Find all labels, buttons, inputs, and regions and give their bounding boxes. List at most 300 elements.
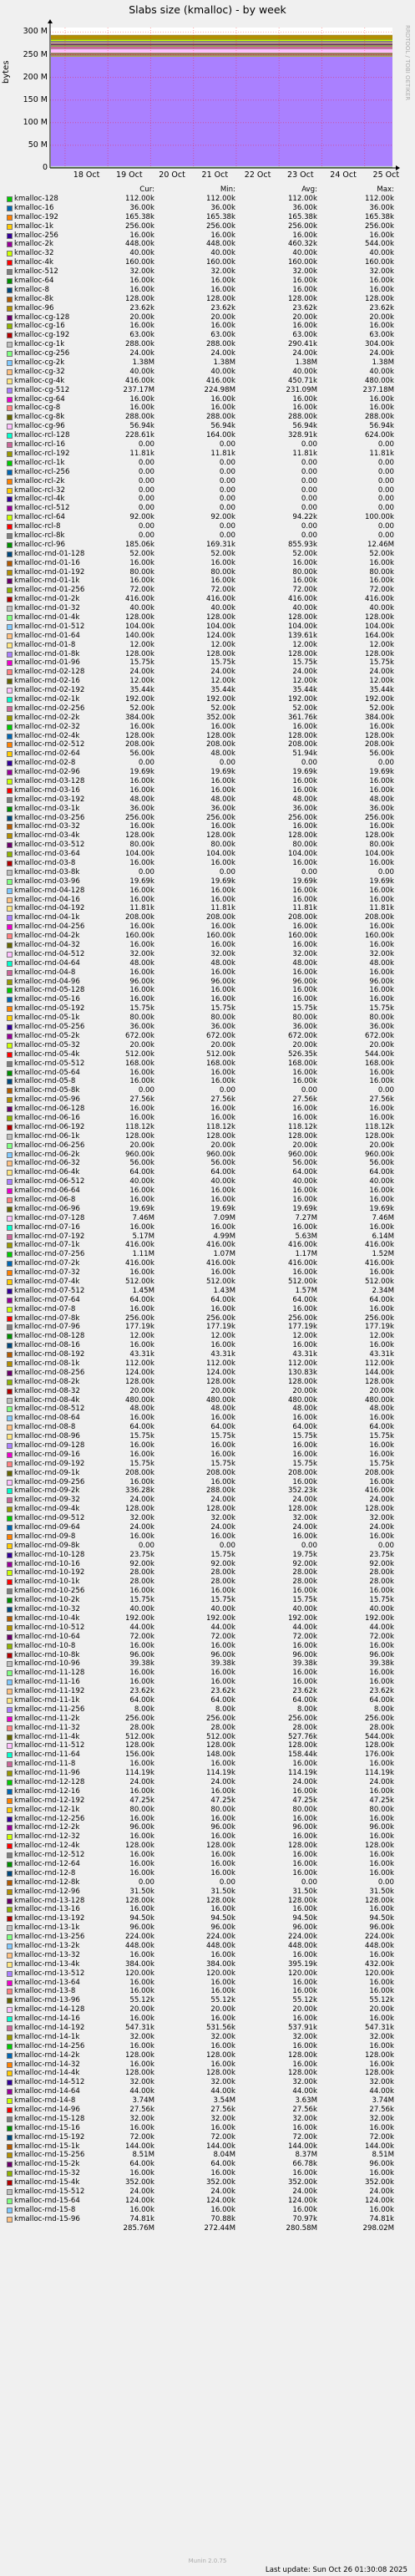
legend-series-name: kmalloc-rnd-13-16 bbox=[14, 1905, 80, 1914]
legend-avg-value: 16.00k bbox=[292, 322, 317, 331]
legend-avg-value: 16.00k bbox=[292, 1832, 317, 1842]
legend-max-value: 192.00k bbox=[364, 694, 394, 704]
legend-min-value: 16.00k bbox=[210, 1304, 235, 1313]
legend-row bbox=[0, 1287, 415, 1296]
legend-row bbox=[0, 2060, 415, 2070]
legend-min-value: 15.75k bbox=[210, 1550, 235, 1559]
x-tick-label: 18 Oct bbox=[73, 170, 100, 180]
y-tick-label: 200 M bbox=[23, 72, 48, 82]
legend-swatch bbox=[7, 333, 13, 338]
legend-max-value: 16.00k bbox=[369, 941, 394, 950]
legend-series-name: kmalloc-rnd-07-8k bbox=[14, 1313, 80, 1323]
legend-series-name: kmalloc-rnd-15-2k bbox=[14, 2160, 80, 2169]
legend-max-value: 92.00k bbox=[369, 1559, 394, 1568]
legend-min-value: 64.00k bbox=[210, 1695, 235, 1705]
legend-cur-value: 19.69k bbox=[129, 768, 154, 777]
legend-series-name: kmalloc-rnd-08-512 bbox=[14, 1405, 85, 1414]
legend-max-value: 32.00k bbox=[369, 2114, 394, 2123]
legend-cur-value: 23.75k bbox=[129, 1550, 154, 1559]
legend-swatch bbox=[7, 2208, 13, 2213]
legend-avg-value: 35.44k bbox=[292, 686, 317, 695]
legend-swatch bbox=[7, 1406, 13, 1412]
legend-cur-value: 0.00 bbox=[138, 495, 154, 504]
legend-series-name: kmalloc-rnd-12-4k bbox=[14, 1842, 80, 1851]
legend-total-row bbox=[0, 2224, 415, 2233]
legend-max-value: 208.00k bbox=[364, 913, 394, 922]
legend-max-value: 24.00k bbox=[369, 668, 394, 677]
legend-swatch bbox=[7, 751, 13, 757]
legend-swatch bbox=[7, 1242, 13, 1248]
legend-min-value: 128.00k bbox=[205, 1896, 235, 1905]
legend-min-value: 16.00k bbox=[210, 1859, 235, 1868]
legend-min-value: 64.00k bbox=[210, 1295, 235, 1304]
legend-avg-value: 527.76k bbox=[287, 1732, 317, 1741]
legend-series-name: kmalloc-192 bbox=[14, 212, 58, 221]
legend-series-name: kmalloc-rnd-15-96 bbox=[14, 2214, 80, 2223]
legend-max-value: 352.00k bbox=[364, 2178, 394, 2187]
legend-series-name: kmalloc-cg-32 bbox=[14, 367, 65, 376]
legend-max-value: 16.00k bbox=[369, 404, 394, 413]
legend-row bbox=[0, 913, 415, 922]
legend-min-value: 288.00k bbox=[205, 1486, 235, 1496]
legend-cur-value: 16.00k bbox=[129, 785, 154, 795]
legend-cur-value: 40.00k bbox=[129, 604, 154, 613]
legend-series-name: kmalloc-rnd-03-16 bbox=[14, 785, 80, 795]
legend-avg-value: 16.00k bbox=[292, 1077, 317, 1086]
legend-max-value: 16.00k bbox=[369, 968, 394, 977]
legend-swatch bbox=[7, 815, 13, 821]
legend-avg-value: 395.19k bbox=[287, 1959, 317, 1969]
legend-row bbox=[0, 1141, 415, 1151]
legend-min-value: 16.00k bbox=[210, 1868, 235, 1877]
legend-max-value: 256.00k bbox=[364, 813, 394, 822]
legend-max-value: 16.00k bbox=[369, 1450, 394, 1459]
legend-max-value: 40.00k bbox=[369, 249, 394, 258]
legend-cur-value: 27.56k bbox=[129, 2106, 154, 2115]
legend-swatch bbox=[7, 1907, 13, 1913]
legend-avg-value: 128.00k bbox=[287, 1842, 317, 1851]
munin-version: Munin 2.0.75 bbox=[188, 2558, 227, 2564]
legend-min-value: 56.94k bbox=[210, 422, 235, 431]
legend-cur-value: 20.00k bbox=[129, 1386, 154, 1395]
legend-cur-value: 16.00k bbox=[129, 1832, 154, 1842]
legend-min-value: 384.00k bbox=[205, 1959, 235, 1969]
legend-cur-value: 24.00k bbox=[129, 1496, 154, 1505]
legend-avg-value: 20.00k bbox=[292, 1141, 317, 1150]
legend-swatch bbox=[7, 1898, 13, 1904]
legend-avg-value: 256.00k bbox=[287, 1313, 317, 1323]
legend-swatch bbox=[7, 1862, 13, 1867]
legend-row bbox=[0, 732, 415, 741]
legend-avg-value: 72.00k bbox=[292, 586, 317, 595]
legend-swatch bbox=[7, 1152, 13, 1158]
legend-max-value: 416.00k bbox=[364, 1259, 394, 1268]
legend-max-value: 23.62k bbox=[369, 1687, 394, 1696]
legend-avg-value: 460.32k bbox=[287, 240, 317, 249]
legend-series-name: kmalloc-rnd-11-8 bbox=[14, 1760, 76, 1769]
legend-avg-value: 139.61k bbox=[287, 631, 317, 640]
legend-avg-value: 15.75k bbox=[292, 1596, 317, 1605]
legend-row bbox=[0, 604, 415, 613]
legend-swatch bbox=[7, 1307, 13, 1313]
legend-max-value: 16.00k bbox=[369, 277, 394, 286]
legend-row bbox=[0, 723, 415, 732]
legend-avg-value: 208.00k bbox=[287, 1468, 317, 1477]
legend-max-value: 31.50k bbox=[369, 1887, 394, 1896]
legend-avg-value: 16.00k bbox=[292, 1477, 317, 1486]
legend-row bbox=[0, 1296, 415, 1305]
legend-avg-value: 128.00k bbox=[287, 2050, 317, 2060]
legend-swatch bbox=[7, 1562, 13, 1567]
legend-swatch bbox=[7, 442, 13, 448]
legend-series-name: kmalloc-rnd-12-32 bbox=[14, 1832, 80, 1842]
legend-min-value: 128.00k bbox=[205, 2069, 235, 2078]
legend-series-name: kmalloc-rnd-01-256 bbox=[14, 586, 85, 595]
legend-avg-value: 16.00k bbox=[292, 1669, 317, 1678]
legend-min-value: 128.00k bbox=[205, 294, 235, 303]
legend-avg-value: 1.57M bbox=[295, 1286, 317, 1295]
legend-series-name: kmalloc-rnd-06-1k bbox=[14, 1131, 80, 1141]
legend-cur-value: 16.00k bbox=[129, 1068, 154, 1077]
legend-row bbox=[0, 1177, 415, 1186]
legend-swatch bbox=[7, 1543, 13, 1549]
legend-cur-value: 12.00k bbox=[129, 677, 154, 686]
legend-max-value: 672.00k bbox=[364, 1031, 394, 1040]
legend-cur-value: 64.00k bbox=[129, 1168, 154, 1177]
legend-series-name: kmalloc-rnd-13-96 bbox=[14, 1996, 80, 2005]
legend-cur-value: 16.00k bbox=[129, 822, 154, 831]
legend-max-value: 16.00k bbox=[369, 995, 394, 1004]
legend-min-value: 15.75k bbox=[210, 1432, 235, 1441]
legend-swatch bbox=[7, 1488, 13, 1494]
legend-min-value: 16.00k bbox=[210, 1587, 235, 1596]
legend-cur-value: 20.00k bbox=[129, 1141, 154, 1150]
legend-series-name: kmalloc-rnd-02-512 bbox=[14, 740, 85, 749]
legend-series-name: kmalloc-96 bbox=[14, 303, 54, 312]
legend-min-value: 16.00k bbox=[210, 285, 235, 294]
legend-cur-value: 23.62k bbox=[129, 303, 154, 312]
legend-swatch bbox=[7, 1024, 13, 1030]
legend-series-name: kmalloc-64 bbox=[14, 277, 54, 286]
legend-min-value: 16.00k bbox=[210, 1186, 235, 1196]
legend-cur-value: 44.00k bbox=[129, 2087, 154, 2096]
legend-series-name: kmalloc-rnd-14-8 bbox=[14, 2096, 76, 2106]
legend-series-name: kmalloc-rnd-06-96 bbox=[14, 1204, 80, 1213]
legend-min-value: 16.00k bbox=[210, 2123, 235, 2132]
legend-series-name: kmalloc-rnd-07-32 bbox=[14, 1268, 80, 1278]
legend-cur-value: 128.00k bbox=[124, 1896, 154, 1905]
legend-min-value: 0.00 bbox=[219, 759, 235, 768]
legend-max-value: 36.00k bbox=[369, 203, 394, 212]
legend-swatch bbox=[7, 1525, 13, 1531]
legend-min-value: 52.00k bbox=[210, 704, 235, 713]
legend-row bbox=[0, 632, 415, 641]
legend-series-name: kmalloc-rnd-09-4k bbox=[14, 1505, 80, 1514]
legend-swatch bbox=[7, 1516, 13, 1522]
legend-avg-value: 16.00k bbox=[292, 2015, 317, 2024]
legend-row bbox=[0, 1605, 415, 1614]
legend-row bbox=[0, 968, 415, 978]
legend-cur-value: 128.00k bbox=[124, 2050, 154, 2060]
legend-avg-value: 64.00k bbox=[292, 1168, 317, 1177]
legend-row bbox=[0, 1869, 415, 1878]
legend-max-value: 144.00k bbox=[364, 1368, 394, 1377]
legend-max-value: 16.00k bbox=[369, 886, 394, 895]
legend-cur-value: 64.00k bbox=[129, 2160, 154, 2169]
legend-max-value: 74.81k bbox=[369, 2214, 394, 2223]
legend-cur-value: 114.19k bbox=[124, 1769, 154, 1778]
legend-row bbox=[0, 2206, 415, 2215]
legend-series-name: kmalloc-rnd-11-96 bbox=[14, 1769, 80, 1778]
legend-row bbox=[0, 805, 415, 814]
legend-avg-value: 20.00k bbox=[292, 2005, 317, 2015]
legend-cur-value: 0.00 bbox=[138, 522, 154, 531]
legend-max-value: 16.00k bbox=[369, 1814, 394, 1823]
legend-cur-value: 1.38M bbox=[132, 358, 154, 368]
legend-max-value: 168.00k bbox=[364, 1059, 394, 1068]
x-tick-label: 20 Oct bbox=[159, 170, 185, 180]
legend-cur-value: 3.74M bbox=[132, 2096, 154, 2106]
legend-swatch bbox=[7, 315, 13, 321]
legend-row bbox=[0, 841, 415, 850]
legend-row bbox=[0, 1933, 415, 1942]
legend-max-value: 12.00k bbox=[369, 1332, 394, 1341]
legend-max-value: 208.00k bbox=[364, 740, 394, 749]
legend-max-value: 544.00k bbox=[364, 240, 394, 249]
legend-series-name: kmalloc-rnd-14-2k bbox=[14, 2050, 80, 2060]
legend-min-value: 16.00k bbox=[210, 995, 235, 1004]
legend-row bbox=[0, 1733, 415, 1742]
legend-avg-value: 112.00k bbox=[287, 195, 317, 203]
legend-cur-value: 96.00k bbox=[129, 977, 154, 986]
legend-avg-value: 0.00 bbox=[301, 531, 317, 540]
legend-row bbox=[0, 2042, 415, 2051]
legend-series-name: kmalloc-rnd-08-8 bbox=[14, 1423, 76, 1432]
legend-series-name: kmalloc-rnd-03-4k bbox=[14, 831, 80, 841]
legend-series-name: kmalloc-rcl-2k bbox=[14, 476, 65, 485]
legend-swatch bbox=[7, 2171, 13, 2177]
legend-avg-value: 16.00k bbox=[292, 995, 317, 1004]
legend-swatch bbox=[7, 1298, 13, 1303]
legend-max-value: 120.00k bbox=[364, 1969, 394, 1978]
legend-swatch bbox=[7, 597, 13, 602]
legend-swatch bbox=[7, 241, 13, 247]
legend-min-value: 80.00k bbox=[210, 1014, 235, 1023]
legend-max-value: 96.00k bbox=[369, 1923, 394, 1933]
legend-min-value: 27.56k bbox=[210, 1095, 235, 1105]
legend-min-value: 52.00k bbox=[210, 549, 235, 558]
legend-min-value: 72.00k bbox=[210, 1632, 235, 1641]
legend-row bbox=[0, 1132, 415, 1141]
legend-series-name: kmalloc-rnd-14-32 bbox=[14, 2060, 80, 2069]
legend-max-value: 16.00k bbox=[369, 1678, 394, 1687]
legend-min-value: 16.00k bbox=[210, 777, 235, 785]
legend-avg-value: 24.00k bbox=[292, 1496, 317, 1505]
legend-cur-value: 16.00k bbox=[129, 1950, 154, 1959]
legend-cur-value: 44.00k bbox=[129, 1623, 154, 1632]
legend-swatch bbox=[7, 470, 13, 475]
legend-swatch bbox=[7, 906, 13, 912]
legend-min-value: 80.00k bbox=[210, 841, 235, 850]
legend-avg-value: 128.00k bbox=[287, 612, 317, 622]
legend-cur-value: 16.00k bbox=[129, 1978, 154, 1987]
legend-cur-value: 8.00k bbox=[134, 1705, 154, 1714]
legend-row bbox=[0, 1268, 415, 1278]
legend-row bbox=[0, 1923, 415, 1933]
legend-min-value: 16.00k bbox=[210, 1851, 235, 1860]
legend-min-value: 0.00 bbox=[219, 440, 235, 450]
legend-min-value: 16.00k bbox=[210, 1950, 235, 1959]
legend-row bbox=[0, 541, 415, 550]
legend-min-value: 128.00k bbox=[205, 1741, 235, 1750]
legend-avg-value: 16.00k bbox=[292, 1341, 317, 1350]
legend-series-name: kmalloc-rnd-02-96 bbox=[14, 768, 80, 777]
legend-min-value: 168.00k bbox=[205, 1059, 235, 1068]
legend-series-name: kmalloc-rnd-07-16 bbox=[14, 1222, 80, 1232]
legend-min-value: 16.00k bbox=[210, 1222, 235, 1232]
legend-series-name: kmalloc-rnd-03-96 bbox=[14, 876, 80, 886]
legend-row bbox=[0, 1332, 415, 1341]
legend-swatch bbox=[7, 2062, 13, 2068]
legend-avg-value: 128.00k bbox=[287, 1377, 317, 1386]
legend-avg-value: 3.63M bbox=[295, 2096, 317, 2106]
last-update: Last update: Sun Oct 26 01:30:08 2025 bbox=[265, 2566, 407, 2574]
legend-series-name: kmalloc-rnd-01-512 bbox=[14, 622, 85, 631]
legend-series-name: kmalloc-rnd-09-128 bbox=[14, 1441, 85, 1451]
legend-avg-value: 16.00k bbox=[292, 231, 317, 240]
legend-series-name: kmalloc-cg-64 bbox=[14, 394, 65, 404]
legend-row bbox=[0, 2078, 415, 2087]
legend-cur-value: 96.00k bbox=[129, 1923, 154, 1933]
legend-avg-value: 112.00k bbox=[287, 1359, 317, 1368]
total-min: 272.44M bbox=[204, 2223, 235, 2233]
legend-row bbox=[0, 222, 415, 231]
legend-max-value: 40.00k bbox=[369, 1605, 394, 1614]
legend-series-name: kmalloc-rnd-15-128 bbox=[14, 2114, 85, 2123]
legend-row bbox=[0, 1241, 415, 1250]
legend-max-value: 16.00k bbox=[369, 2205, 394, 2214]
legend-series-name: kmalloc-rnd-11-16 bbox=[14, 1678, 80, 1687]
legend-min-value: 32.00k bbox=[210, 2078, 235, 2087]
y-tick-label: 50 M bbox=[28, 140, 48, 150]
legend-max-value: 144.00k bbox=[364, 2142, 394, 2151]
legend-max-value: 416.00k bbox=[364, 1486, 394, 1496]
legend-series-name: kmalloc-rnd-08-256 bbox=[14, 1368, 85, 1377]
legend-row bbox=[0, 2087, 415, 2096]
legend-series-name: kmalloc-rnd-08-96 bbox=[14, 1432, 80, 1441]
legend-row bbox=[0, 641, 415, 650]
legend-avg-value: 40.00k bbox=[292, 367, 317, 376]
chart-title: Slabs size (kmalloc) - by week bbox=[129, 3, 286, 16]
legend-min-value: 47.25k bbox=[210, 1796, 235, 1805]
legend-cur-value: 16.00k bbox=[129, 1304, 154, 1313]
legend-cur-value: 80.00k bbox=[129, 841, 154, 850]
legend-min-value: 1.43M bbox=[213, 1286, 235, 1295]
legend-swatch bbox=[7, 424, 13, 429]
legend-max-value: 16.00k bbox=[369, 1641, 394, 1650]
legend-min-value: 104.00k bbox=[205, 850, 235, 859]
legend-row bbox=[0, 1505, 415, 1514]
legend-cur-value: 16.00k bbox=[129, 1859, 154, 1868]
legend-row bbox=[0, 1151, 415, 1160]
legend-row bbox=[0, 286, 415, 295]
legend-max-value: 96.00k bbox=[369, 1823, 394, 1832]
legend-cur-value: 20.00k bbox=[129, 2005, 154, 2015]
legend-min-value: 16.00k bbox=[210, 941, 235, 950]
legend-swatch bbox=[7, 1415, 13, 1421]
legend-header-max: Max: bbox=[377, 185, 394, 194]
legend-row bbox=[0, 2069, 415, 2078]
legend-min-value: 8.00k bbox=[215, 1705, 235, 1714]
legend-row bbox=[0, 677, 415, 686]
legend-min-value: 15.75k bbox=[210, 658, 235, 668]
legend-avg-value: 16.00k bbox=[292, 1760, 317, 1769]
legend-min-value: 28.00k bbox=[210, 1568, 235, 1578]
legend-row bbox=[0, 1942, 415, 1951]
legend-swatch bbox=[7, 351, 13, 357]
legend-max-value: 15.75k bbox=[369, 1459, 394, 1468]
legend-row bbox=[0, 1669, 415, 1678]
legend-max-value: 0.00 bbox=[377, 867, 394, 876]
legend-max-value: 15.75k bbox=[369, 658, 394, 668]
legend-avg-value: 104.00k bbox=[287, 622, 317, 631]
legend-cur-value: 35.44k bbox=[129, 686, 154, 695]
legend-min-value: 16.00k bbox=[210, 1477, 235, 1486]
legend-series-name: kmalloc-rnd-12-192 bbox=[14, 1796, 85, 1805]
legend-max-value: 16.00k bbox=[369, 1851, 394, 1860]
legend-cur-value: 20.00k bbox=[129, 1040, 154, 1049]
legend-row bbox=[0, 922, 415, 932]
legend-max-value: 24.00k bbox=[369, 2187, 394, 2197]
legend-swatch bbox=[7, 1188, 13, 1194]
legend-series-name: kmalloc-rnd-11-64 bbox=[14, 1750, 80, 1760]
legend-avg-value: 16.00k bbox=[292, 1450, 317, 1459]
legend-series-name: kmalloc-rnd-14-16 bbox=[14, 2015, 80, 2024]
legend-row bbox=[0, 1633, 415, 1642]
legend-avg-value: 51.94k bbox=[292, 749, 317, 759]
legend-row bbox=[0, 1787, 415, 1796]
legend-swatch bbox=[7, 1644, 13, 1649]
legend-row bbox=[0, 877, 415, 887]
legend-max-value: 16.00k bbox=[369, 1905, 394, 1914]
legend-series-name: kmalloc-rnd-12-8 bbox=[14, 1868, 76, 1877]
legend-row bbox=[0, 1769, 415, 1778]
legend-series-name: kmalloc-rnd-11-192 bbox=[14, 1687, 85, 1696]
legend-avg-value: 165.38k bbox=[287, 212, 317, 221]
legend-series-name: kmalloc-rnd-03-512 bbox=[14, 841, 85, 850]
legend-row bbox=[0, 777, 415, 786]
legend-cur-value: 32.00k bbox=[129, 2078, 154, 2087]
legend-min-value: 96.00k bbox=[210, 977, 235, 986]
legend-avg-value: 16.00k bbox=[292, 1068, 317, 1077]
legend-max-value: 24.00k bbox=[369, 1523, 394, 1532]
legend-min-value: 16.00k bbox=[210, 785, 235, 795]
legend-cur-value: 15.75k bbox=[129, 1596, 154, 1605]
legend-min-value: 36.00k bbox=[210, 804, 235, 813]
legend-series-name: kmalloc-rnd-06-16 bbox=[14, 1113, 80, 1122]
legend-row bbox=[0, 1323, 415, 1332]
legend-swatch bbox=[7, 542, 13, 548]
legend-max-value: 64.00k bbox=[369, 1423, 394, 1432]
legend-avg-value: 24.00k bbox=[292, 668, 317, 677]
legend-max-value: 40.00k bbox=[369, 1177, 394, 1186]
legend-row bbox=[0, 1778, 415, 1787]
legend-series-name: kmalloc-16 bbox=[14, 203, 54, 212]
legend-series-name: kmalloc-rnd-07-96 bbox=[14, 1323, 80, 1332]
legend-avg-value: 94.22k bbox=[292, 513, 317, 522]
legend-swatch bbox=[7, 760, 13, 766]
legend-min-value: 72.00k bbox=[210, 586, 235, 595]
